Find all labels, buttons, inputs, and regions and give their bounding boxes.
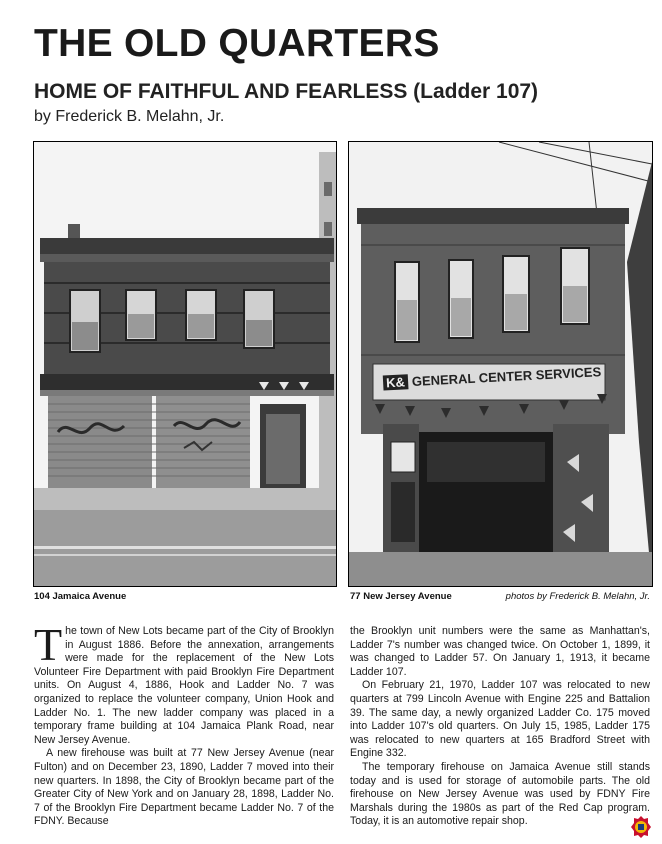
paragraph-text: he town of New Lots became part of the City of Brooklyn in August 1886. Before the annexation, arrangements were made for the replacement of the New Lots Volunteer Fire Department with paid Brooklyn Fire Department units. On August 4, 1886, Hook and Ladder No. 7 was organized to replace the volunteer company, Union Hook and Ladder No. 1. The new ladder company was placed in a temporary frame building at 104 Jamaica Plank Road, near New Jersey Avenue. (34, 625, 334, 746)
drop-cap: T (34, 619, 63, 670)
photo-caption-2: 77 New Jersey Avenue (350, 591, 452, 602)
photo-jamaica-avenue (33, 141, 337, 587)
photo-new-jersey-avenue (348, 141, 653, 587)
fdny-emblem-icon (629, 815, 653, 839)
paragraph (34, 619, 334, 747)
photo-credit: photos by Frederick B. Melahn, Jr. (505, 591, 650, 602)
article-subtitle: HOME OF FAITHFUL AND FEARLESS (Ladder 107) (34, 80, 539, 103)
article-title: THE OLD QUARTERS (34, 22, 440, 65)
paragraph: A new firehouse was built at 77 New Jersey Avenue (near Fulton) and on December 23, 1890, Ladder 7 moved into their new quarters. In 1898, the City of Brooklyn became part of the Greater City of New York and on January 28, 1898, Ladder No. 7 of the Brooklyn Fire Department became Ladder No. 7 of the FDNY. Because (34, 747, 334, 828)
paragraph: the Brooklyn unit numbers were the same as Manhattan's, Ladder 7's number was changed twice. On October 1, 1899, it was changed to Ladder 57. On January 1, 1913, it became Ladder 107. (350, 625, 650, 678)
article-column-1 (34, 619, 334, 829)
article-column-2 (350, 625, 650, 829)
photo-caption-1: 104 Jamaica Avenue (34, 591, 127, 602)
sign-text: GENERAL CENTER SERVICES (411, 364, 602, 390)
sign-prefix: K& (383, 374, 409, 390)
paragraph: On February 21, 1970, Ladder 107 was relocated to new quarters at 799 Lincoln Avenue with Engine 225 and Battalion 39. The same day, a newly organized Ladder Co. 175 moved into Ladder 107's old quarters. On July 15, 1985, Ladder 175 was relocated to new quarters at 165 Bradford Street with Engine 332. (350, 679, 650, 760)
paragraph: The temporary firehouse on Jamaica Avenue still stands today and is used for storage of automobile parts. The old firehouse on New Jersey Avenue was used by FDNY Fire Marshals during the 1980s as part of the Red Cap program. Today, it is an automotive repair shop. (350, 760, 650, 828)
author-byline: by Frederick B. Melahn, Jr. (34, 108, 225, 125)
